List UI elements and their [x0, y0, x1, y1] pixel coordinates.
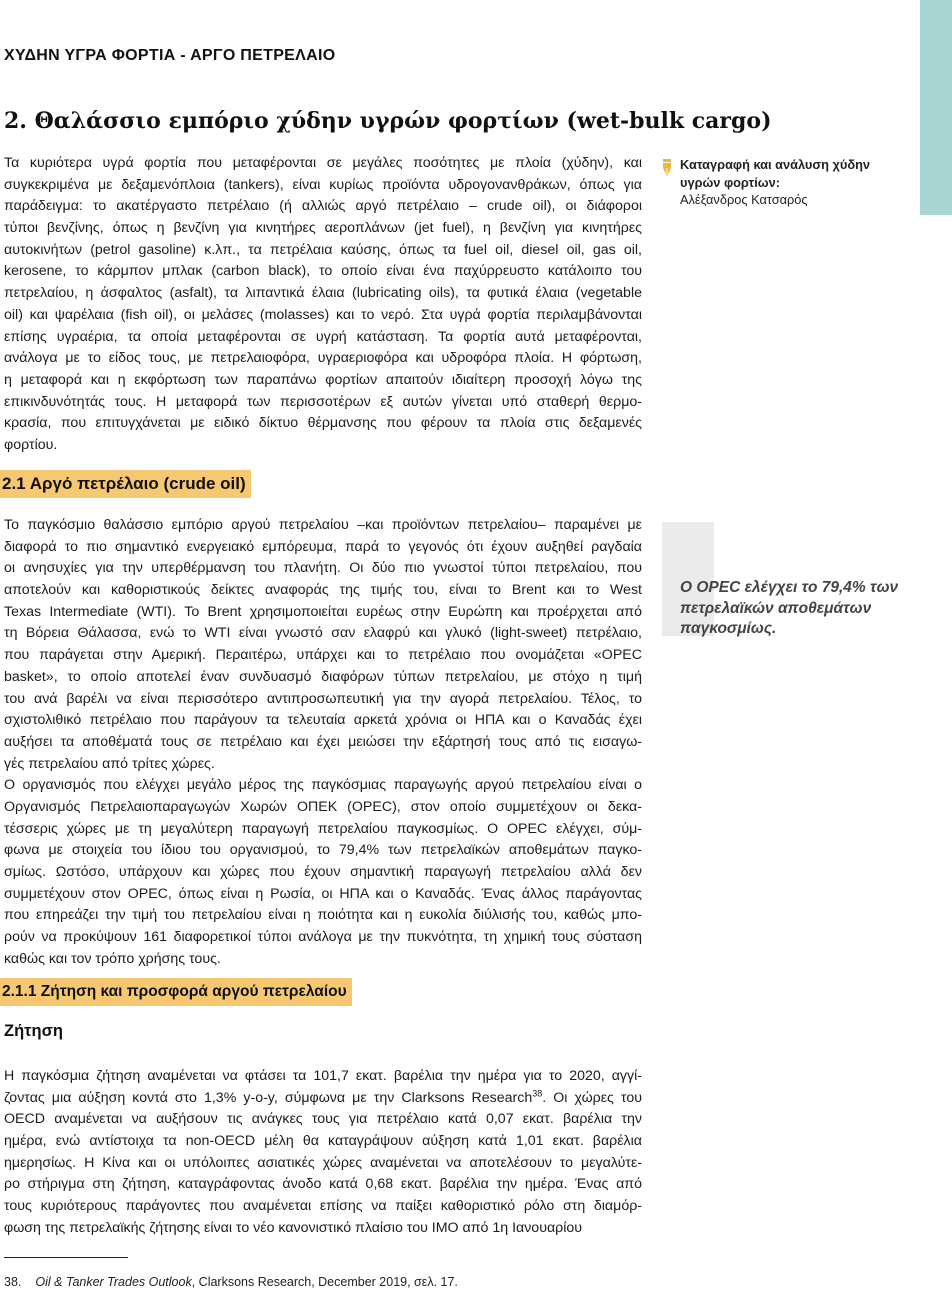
text-line: του ανά βαρέλι να είναι περισσότερο αντιπροσωπευτική για την αγορά πετρελαίου. Τέλος, το [4, 690, 642, 707]
demand-paragraph [4, 1066, 642, 1240]
text-line: η μεταφορά και η εκφόρτωση των παραπάνω φορτίων απαιτούν ιδιαίτερη προσοχή λόγω της [4, 371, 642, 388]
text-line: φορτίου. [4, 436, 58, 453]
text-line: kerosene, το κάρμπον μπλακ (carbon black), το οποίο είναι ένα παχύρρευστο κατάλοιπο του [4, 263, 642, 280]
text-line: OECD αναμένεται να αυξήσουν τις ανάγκες τους για πετρέλαιο κατά 0,07 εκατ. βαρέλια την [4, 1111, 642, 1128]
running-header: ΧΥΔΗΝ ΥΓΡΑ ΦΟΡΤΙΑ - ΑΡΓΟ ΠΕΤΡΕΛΑΙΟ [4, 47, 336, 64]
pen-nib-icon [662, 159, 672, 177]
footnote-rule [4, 1257, 128, 1258]
text-line: ρούν να προκύψουν 161 διαφορετικοί τύποι ανάλογα με την πυκνότητα, τη χημική τους σύσταση [4, 929, 642, 946]
text-line: που επηρεάζει την τιμή του πετρελαίου είναι η ποιότητα και η ευκολία διύλισής του, καθώς μπο- [4, 907, 642, 924]
text-line: Τα κυριότερα υγρά φορτία που μεταφέρονται σε μεγάλες ποσότητες με πλοία (χύδην), και [4, 155, 642, 171]
heading-supply-demand: 2.1.1 Ζήτηση και προσφορά αργού πετρελαίου [0, 978, 352, 1006]
text-line: σμίως. Ωστόσο, υπάρχουν και χώρες που έχουν σημαντική παραγωγή πετρελαίου αλλά δεν [4, 864, 642, 880]
text-line: αυτοκινήτων (petrol gasoline) κ.λπ., τα πετρέλαια καύσης, όπως τα fuel oil, diesel oil, gas oil, [4, 241, 642, 258]
subheading-demand: Ζήτηση [4, 1022, 63, 1040]
text-line: Το παγκόσμιο θαλάσσιο εμπόριο αργού πετρελαίου –και προϊόντων πετρελαίου– παραμένει με [4, 517, 642, 533]
text-line: ανάλογα με το είδος τους, με πετρελαιοφόρα, υγραεριοφόρα και υδροφόρα πλοία. Η φόρτωση, [4, 350, 642, 367]
footnote-number: 38. [4, 1275, 22, 1289]
author-sidenote [662, 156, 912, 209]
text-line: καθώς και τον τρόπο χρήσης τους. [4, 950, 221, 967]
text-line: τη Βόρεια Θάλασσα, ενώ το WTI είναι γνωστό σαν ελαφρύ και γλυκό (light-sweet) πετρέλαιο, [4, 625, 642, 642]
text-line: πετρελαίου, η άσφαλτος (asfalt), τα λιπαντικά έλαια (lubricating oils), τα φυτικά έλαια (vegetable [4, 285, 642, 302]
footnote-rest: , Clarksons Research, December 2019, σελ. 17. [191, 1275, 458, 1289]
intro-paragraph [4, 153, 642, 457]
heading-crude-oil: 2.1 Αργό πετρέλαιο (crude oil) [0, 470, 251, 498]
footnote-reference[interactable]: 38 [532, 1087, 543, 1098]
text-line: Η παγκόσμια ζήτηση αναμένεται να φτάσει τα 101,7 εκατ. βαρέλια την ημέρα για το 2020, αγγί- [4, 1068, 642, 1084]
text-line: oil) και ψαρέλαια (fish oil), οι μελάσες (molasses) και το νερό. Στα υγρά φορτία περιλαμβάνονται [4, 306, 642, 323]
text-line: επίσης υγραέρια, τα οποία μεταφέρονται σε υγρή κατάσταση. Τα φορτία αυτά μεταφέρονται, [4, 328, 642, 345]
crude-oil-paragraph [4, 515, 642, 970]
text-line: διαφορά το πιο σημαντικό ενεργειακό εμπόρευμα, παρά το γεγονός ότι έχουν αυξηθεί ραγδαία [4, 538, 642, 555]
text-line: φωση της πετρελαϊκής ζήτησης είναι το νέο κανονιστικό πλαίσιο του ΙΜΟ από 1η Ιανουαρίου [4, 1219, 583, 1236]
sidenote-title: Καταγραφή και ανάλυση χύδην υγρών φορτίων: [680, 157, 871, 190]
text-line: basket», το οποίο αποτελεί έναν συνδυασμό διαφόρων τύπων πετρελαίου, με στόχο η τιμή [4, 668, 642, 685]
footnote [4, 1275, 458, 1289]
text-line: ημερησίως. Η Κίνα και οι υπόλοιπες ασιατικές χώρες αναμένεται να αποτελέσουν το μεγαλύτε- [4, 1154, 642, 1171]
text-line: ημέρα, ενώ αντίστοιχα τα non-OECD μέλη θα καταγράψουν αύξηση κατά 1,01 εκατ. βαρέλια [4, 1133, 642, 1150]
text-line: αποτελούν και καθοριστικούς δείκτες αναφοράς της τιμής του, είναι το Brent και το West [4, 582, 642, 599]
text-line: τύποι βενζίνης, όπως η βενζίνη για κινητήρες αεροπλάνων (jet fuel), η βενζίνη για κινητήρες [4, 220, 642, 237]
text-line: ζοντας μια αύξηση κοντά στο 1,3% y-o-y, σύμφωνα με την Clarksons Research$^{38}$. Οι χώρες του [4, 1087, 642, 1106]
footnote-title: Oil & Tanker Trades Outlook [35, 1275, 192, 1289]
text-line: κρασία, που επιτυγχάνεται με ειδικό δίκτυο θέρμανσης που φέρουν τα πλοία στις δεξαμενές [4, 415, 642, 432]
section-title: 2. Θαλάσσιο εμπόριο χύδην υγρών φορτίων (wet-bulk cargo) [4, 108, 772, 134]
chapter-tab [920, 0, 952, 215]
text-line: τέσσερις χώρες με τη μεγαλύτερη παραγωγή πετρελαίου παγκοσμίως. Ο OPEC ελέγχει, σύμ- [4, 820, 642, 837]
text-line: οι ανησυχίες για την υπερθέρμανση του πλανήτη. Οι δύο πιο γνωστοί τύποι πετρελαίου, που [4, 560, 642, 577]
text-line: Ο οργανισμός που ελέγχει μεγάλο μέρος της παγκόσμιας παραγωγής αργού πετρελαίου είναι ο [4, 777, 642, 794]
text-line: σχιστολιθικό πετρέλαιο που παράγουν τα τελευταία αρκετά χρόνια οι ΗΠΑ και ο Καναδάς έχει [4, 712, 642, 729]
text-line: παράδειγμα: το ακατέργαστο πετρέλαιο (ή αλλιώς αργό πετρέλαιο – crude oil), οι διάφοροι [4, 198, 642, 215]
text-line: φωνα με στοιχεία του ίδιου του οργανισμού, το 79,4% των πετρελαϊκών αποθεμάτων παγκο- [4, 842, 642, 859]
text-line: αυξήσει τα αποθέματά τους σε πετρέλαιο και έχει μειώσει την εξάρτησή τους από τις εισαγω- [4, 733, 642, 750]
text-line: συγκεκριμένα με δεξαμενόπλοια (tankers), είναι κυρίως προϊόντα υδρογονανθράκων, όπως για [4, 176, 642, 193]
pull-quote: Ο OPEC ελέγχει το 79,4% των πετρελαϊκών αποθεμάτων παγκοσμίως. [680, 579, 899, 637]
text-line: συμμετέχουν στον OPEC, όπως είναι η Ρωσία, οι ΗΠΑ και ο Καναδάς. Ένας άλλος παράγοντας [4, 885, 642, 902]
text-line: Texas Intermediate (WTI). Το Brent χρησιμοποιείται ευρέως στην Ευρώπη και προέρχεται από [4, 603, 642, 620]
sidenote-author: Αλέξανδρος Κατσαρός [680, 192, 808, 207]
text-line: επικινδυνότητάς τους. Η μεταφορά των περισσοτέρων εξ αυτών γίνεται υπό σταθερή θερμο- [4, 393, 642, 410]
text-line: που παράγεται στην Αμερική. Περαιτέρω, υπάρχει και το πετρέλαιο που ονομάζεται «OPEC [4, 647, 642, 664]
text-line-tail: . Οι χώρες του [542, 1089, 642, 1106]
text-line: γές πετρελαίου από τρίτες χώρες. [4, 755, 215, 772]
text-line: τους κυριότερους παράγοντες που αναμένεται επίσης να παίξει καθοριστικό ρόλο στη διαμόρ- [4, 1198, 642, 1215]
text-line: ρο στήριγμα στη ζήτηση, καταγράφοντας άνοδο κατά 0,68 εκατ. βαρέλια την ημέρα. Ένας από [4, 1176, 642, 1193]
text-line: Οργανισμός Πετρελαιοπαραγωγών Χωρών ΟΠΕΚ (OPEC), στον οποίο συμμετέχουν οι δεκα- [4, 798, 642, 815]
